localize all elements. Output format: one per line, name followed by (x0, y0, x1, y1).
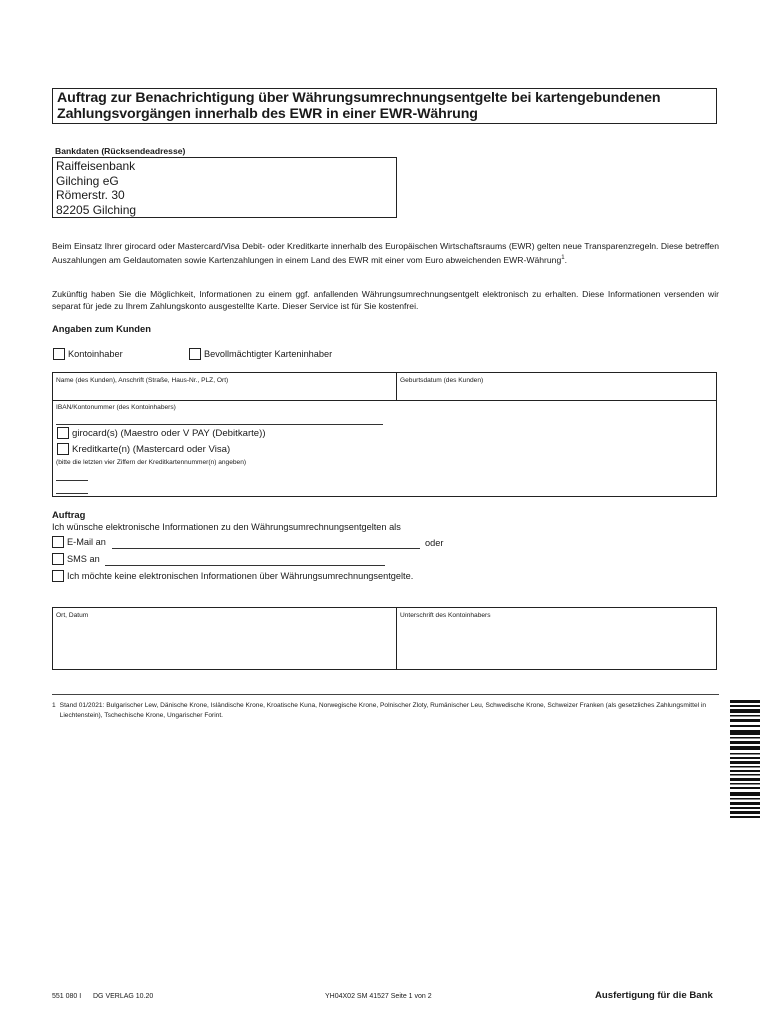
signature-table (52, 607, 717, 670)
account-holder-label: Kontoinhaber (68, 349, 123, 359)
account-holder-checkbox[interactable] (53, 348, 65, 360)
signature-label: Unterschrift des Kontoinhabers (400, 612, 491, 619)
bank-city: 82205 Gilching (56, 202, 137, 217)
bank-name-line: Raiffeisenbank (56, 159, 136, 173)
email-input-line[interactable] (112, 548, 420, 549)
copy-designation: Ausfertigung für die Bank (595, 990, 713, 1001)
customer-heading: Angaben zum Kunden (52, 323, 151, 334)
order-intro: Ich wünsche elektronische Informationen zu den Währungsumrechnungsentgelten als (52, 522, 401, 532)
option-girocard[interactable] (57, 427, 266, 439)
sms-label: SMS an (67, 554, 100, 564)
footnote-rule (52, 694, 719, 695)
bank-street: Römerstr. 30 (56, 188, 125, 203)
bank-address-box (52, 157, 397, 218)
email-checkbox[interactable] (52, 536, 64, 548)
form-title-box (52, 88, 717, 124)
bank-address-label: Bankdaten (Rücksendeadresse) (55, 146, 186, 156)
footnote-ref: 1 (561, 255, 565, 262)
form-number: 551 080 I (52, 993, 82, 1000)
creditcard-label: Kreditkarte(n) (Mastercard oder Visa) (72, 443, 231, 455)
form-title-line-1: Auftrag zur Benachrichtigung über Währungsumrechnungsentgelte bei kartengebundenen (57, 90, 661, 106)
footnote-number: 1 (52, 702, 56, 709)
birth-date-label: Geburtsdatum (des Kunden) (400, 377, 484, 384)
signature-field[interactable] (400, 612, 491, 620)
card-digits-input-1[interactable] (56, 480, 88, 481)
option-email[interactable] (52, 536, 106, 548)
customer-name-address-label: Name (des Kunden), Anschrift (Straße, Haus-Nr., PLZ, Ort) (56, 377, 229, 384)
signature-divider (396, 608, 397, 669)
order-heading: Auftrag (52, 509, 86, 520)
sms-checkbox[interactable] (52, 553, 64, 565)
table-divider (396, 373, 397, 400)
sms-input-line[interactable] (105, 565, 385, 566)
creditcard-checkbox[interactable] (57, 443, 69, 455)
footnote (52, 701, 719, 720)
option-sms[interactable] (52, 553, 100, 565)
option-creditcard[interactable] (57, 443, 230, 455)
card-digits-hint: (bitte die letzten vier Ziffern der Kreditkartennummer(n) angeben) (56, 459, 247, 466)
document-code: YH04X02 SM 41527 Seite 1 von 2 (325, 993, 432, 1000)
iban-label: IBAN/Kontonummer (des Kontoinhabers) (56, 404, 176, 411)
or-label: oder (425, 538, 444, 548)
option-no-info[interactable] (52, 570, 413, 582)
authorized-cardholder-checkbox[interactable] (189, 348, 201, 360)
birth-date-field[interactable] (400, 377, 483, 385)
intro-paragraph-2: Zukünftig haben Sie die Möglichkeit, Informationen zu einem ggf. anfallenden Währungsumrechnungsentgelt elektronisch zu erhalten. Diese Informationen versenden wir separat für jede zu Ihrem Zahlungskonto ausgestellte Karte. Dieser Service ist für Sie kostenfrei. (52, 289, 719, 312)
publisher-label: DG VERLAG 10.20 (93, 993, 154, 1000)
card-digits-input-2[interactable] (56, 493, 88, 494)
place-date-label: Ort, Datum (56, 612, 89, 619)
intro-paragraph-1 (52, 240, 719, 267)
bank-name-line-2: Gilching eG (56, 173, 119, 188)
authorized-cardholder-label: Bevollmächtigter Karteninhaber (204, 349, 333, 359)
customer-data-table (52, 372, 717, 497)
email-label: E-Mail an (67, 537, 106, 547)
intro-paragraph-1-end: . (564, 255, 567, 266)
girocard-label: girocard(s) (Maestro oder V PAY (Debitkarte)) (72, 427, 266, 439)
iban-input-line[interactable] (56, 424, 383, 425)
customer-name-address-field[interactable] (56, 377, 228, 385)
barcode-graphic (730, 700, 760, 820)
place-date-field[interactable] (56, 612, 88, 620)
no-info-checkbox[interactable] (52, 570, 64, 582)
no-info-label: Ich möchte keine elektronischen Informationen über Währungsumrechnungsentgelte. (67, 571, 414, 581)
intro-paragraph-1-text: Beim Einsatz Ihrer girocard oder Mastercard/Visa Debit- oder Kreditkarte innerhalb des Europäischen Wirtschaftsraums (EWR) gelten neue Transparenzregeln. Diese betreffen Auszahlungen am Geldautomaten sowie Kartenzahlungen in einem Land des EWR mit einer vom Euro abweichenden EWR-Währung (52, 241, 719, 266)
girocard-checkbox[interactable] (57, 427, 69, 439)
footnote-text: Stand 01/2021: Bulgarischer Lew, Dänische Krone, Isländische Krone, Kroatische Kuna, Norwegische Krone, Polnischer Zloty, Rumänischer Leu, Schwedische Krone, Schweizer Franken (als gesetzliches Zahlungsmittel in Liechtenstein), Tschechische Krone, Ungarischer Forint. (59, 702, 707, 719)
option-authorized-cardholder[interactable] (189, 348, 332, 360)
option-account-holder[interactable] (53, 348, 123, 360)
table-row-divider (53, 400, 716, 401)
form-title-line-2: Zahlungsvorgängen innerhalb des EWR in einer EWR-Währung (57, 106, 478, 122)
